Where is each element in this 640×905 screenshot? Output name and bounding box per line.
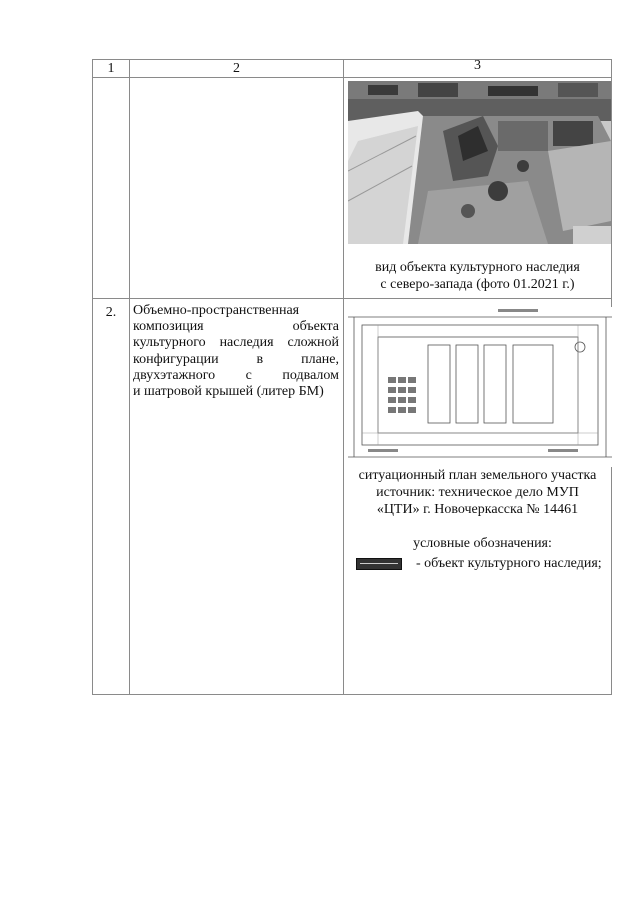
- site-plan-drawing: [348, 307, 612, 467]
- table-row-photo: [93, 78, 612, 299]
- description-line-1: Объемно-пространственная: [133, 303, 300, 318]
- description-line-6: и шатровой крышей (литер БМ): [133, 384, 324, 400]
- legend-item-text: - объект культурного наследия;: [416, 556, 602, 571]
- table-header-row: [93, 60, 612, 78]
- aerial-photo: [348, 81, 611, 244]
- header-cell-1: 1: [93, 60, 130, 78]
- description-line-3: культурного наследия сложной: [133, 335, 339, 351]
- photo-caption-line2: с северо-запада (фото 01.2021 г.): [380, 277, 575, 292]
- plan-caption-line3: «ЦТИ» г. Новочеркасска № 14461: [376, 502, 579, 517]
- legend-title: условные обозначения:: [413, 536, 552, 551]
- legend-row: [344, 556, 611, 572]
- header-cell-2: 2: [130, 60, 344, 78]
- empty-number-cell: [93, 78, 130, 299]
- heritage-table: [92, 59, 612, 695]
- plan-caption-line2: источник: техническое дело МУП: [376, 485, 579, 500]
- photo-caption-line1: вид объекта культурного наследия: [375, 260, 580, 275]
- object-description: [130, 299, 344, 695]
- plan-cell: [344, 299, 612, 695]
- heritage-object-legend-swatch: [356, 558, 402, 570]
- plan-caption-line1: ситуационный план земельного участка: [358, 468, 597, 483]
- table-row-2: [93, 299, 612, 695]
- description-line-4: конфигурации в плане,: [133, 351, 339, 367]
- row-number: 2.: [93, 299, 130, 695]
- description-line-2: композиция объекта: [133, 319, 339, 335]
- photo-cell: [344, 78, 612, 299]
- empty-description-cell: [130, 78, 344, 299]
- header-cell-3: 3: [344, 60, 612, 78]
- description-line-5: двухэтажного с подвалом: [133, 367, 339, 383]
